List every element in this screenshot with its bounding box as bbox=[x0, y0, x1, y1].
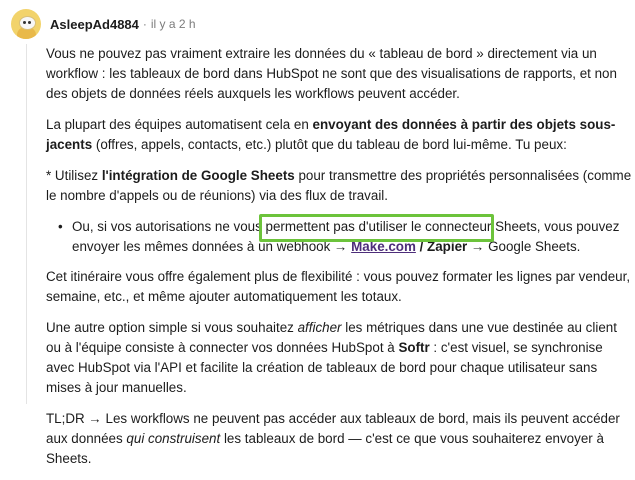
paragraph-1-text: Vous ne pouvez pas vraiment extraire les données du « tableau de bord » directement via un workflow : les tableaux de bord dans HubSpot ne sont que des visualisations de rapports, et non des objets de données réels auxquels les workflows peuvent accéder. bbox=[46, 46, 617, 101]
paragraph-5-italic: afficher bbox=[297, 320, 342, 335]
paragraph-2-text: La plupart des équipes automatisent cela en bbox=[46, 117, 313, 132]
paragraph-6-text: TL;DR → Les workflows ne peuvent pas accéder aux tableaux de bord, mais ils peuvent accéder aux données bbox=[46, 411, 620, 446]
separator-dot: · bbox=[142, 17, 147, 31]
paragraph-5-text: Une autre option simple si vous souhaitez bbox=[46, 320, 298, 335]
snoo-avatar-icon[interactable] bbox=[11, 9, 41, 39]
username-link[interactable]: AsleepAd4884 bbox=[50, 16, 139, 32]
make-com-link[interactable]: Make.com bbox=[351, 239, 416, 254]
paragraph-1 bbox=[46, 44, 632, 104]
paragraph-3-text-end: pour transmettre des propriétés personnalisées (comme le nombre d'appels ou de réunions) via des flux de travail. bbox=[46, 168, 632, 203]
highlight-annotation-box bbox=[259, 214, 494, 242]
paragraph-4-text: Cet itinéraire vous offre également plus de flexibilité : vous pouvez formater les lignes par vendeur, semaine, etc., et même ajouter automatiquement les totaux. bbox=[46, 269, 631, 304]
avatar-eye-right bbox=[28, 21, 31, 24]
bullet-text: Ou, si vos autorisations ne vous permettent pas d'utiliser le connecteur Sheets, vous pouvez envoyer les mêmes données à un webhook → bbox=[72, 219, 620, 254]
paragraph-5-text-end: : c'est visuel, se synchronise avec HubSpot via l'API et facilite la création de tableaux de bord pour chaque utilisateur sans mises à jour manuelles. bbox=[46, 340, 603, 395]
comment-header bbox=[11, 8, 196, 40]
paragraph-2-bold: envoyant des données à partir des objets sous-jacents bbox=[46, 117, 616, 152]
paragraph-2 bbox=[46, 115, 632, 155]
avatar-eye-left bbox=[23, 21, 26, 24]
paragraph-2-text-end: (offres, appels, contacts, etc.) plutôt que du tableau de bord lui-même. Tu peux: bbox=[92, 137, 567, 152]
paragraph-4 bbox=[46, 267, 632, 307]
thread-line[interactable] bbox=[26, 44, 27, 404]
bullet-text-end: → Google Sheets. bbox=[467, 239, 581, 254]
paragraph-5 bbox=[46, 318, 632, 398]
zapier-bold: / Zapier bbox=[415, 239, 468, 254]
paragraph-3-text: * Utilisez bbox=[46, 168, 102, 183]
paragraph-6 bbox=[46, 409, 632, 469]
paragraph-5-text-mid: les métriques dans une vue destinée au client ou à l'équipe consiste à connecter vos données HubSpot à bbox=[46, 320, 617, 355]
paragraph-3-bold: l'intégration de Google Sheets bbox=[101, 168, 295, 183]
comment-body bbox=[46, 44, 632, 480]
comment-timestamp[interactable]: il y a 2 h bbox=[150, 17, 196, 31]
paragraph-3 bbox=[46, 166, 632, 206]
paragraph-6-italic: qui construisent bbox=[126, 431, 221, 446]
paragraph-6-text-end: les tableaux de bord — c'est ce que vous souhaiterez envoyer à Sheets. bbox=[46, 431, 604, 466]
softr-bold: Softr bbox=[398, 340, 430, 355]
